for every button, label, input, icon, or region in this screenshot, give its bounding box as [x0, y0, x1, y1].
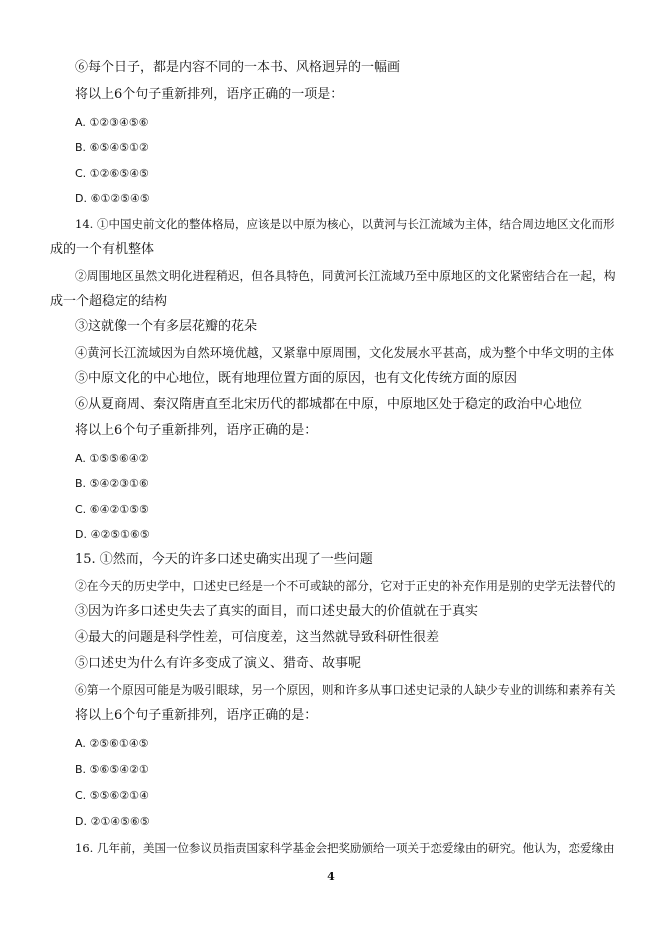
q15-option-d: D. ②①④⑤⑥⑤ — [75, 815, 150, 828]
q14-option-d: D. ④②⑤①⑥⑤ — [75, 528, 150, 541]
q15-sentence-1: 15. ①然而，今天的许多口述史确实出现了一些问题 — [75, 552, 373, 567]
q14-sentence-1a: 14. ①中国史前文化的整体格局，应该是以中原为核心，以黄河与长江流域为主体，结合周边地区文化而形 — [75, 217, 615, 231]
q14-prompt: 将以上6个句子重新排列，语序正确的是： — [75, 423, 318, 438]
q15-sentence-6: ⑥第一个原因可能是为吸引眼球，另一个原因，则和许多从事口述史记录的人缺少专业的训练和素养有关 — [75, 683, 616, 697]
q14-sentence-4: ④黄河长江流域因为自然环境优越，又紧靠中原周围，文化发展水平甚高，成为整个中华文明的主体 — [75, 346, 614, 360]
q15-sentence-2: ②在今天的历史学中，口述史已经是一个不可或缺的部分，它对于正史的补充作用是别的史学无法替代的 — [75, 579, 616, 593]
q15-option-c: C. ⑤⑤⑥②①④ — [75, 789, 149, 802]
q13-sentence-6: ⑥每个日子，都是内容不同的一本书、风格迥异的一幅画 — [75, 60, 401, 75]
q14-sentence-1b: 成的一个有机整体 — [50, 242, 155, 257]
q13-option-c: C. ①②⑥⑤④⑤ — [75, 167, 149, 180]
q13-prompt: 将以上6个句子重新排列，语序正确的一项是： — [75, 87, 344, 102]
q15-option-b: B. ⑤⑥⑤④②① — [75, 763, 149, 776]
q14-sentence-3: ③这就像一个有多层花瓣的花朵 — [75, 319, 258, 334]
q14-option-b: B. ⑤④②③①⑥ — [75, 477, 149, 490]
q14-sentence-6: ⑥从夏商周、秦汉隋唐直至北宋历代的都城都在中原，中原地区处于稳定的政治中心地位 — [75, 397, 583, 412]
q13-option-d: D. ⑥①②⑤④⑤ — [75, 192, 150, 205]
q15-sentence-3: ③因为许多口述史失去了真实的面目，而口述史最大的价值就在于真实 — [75, 604, 479, 619]
q13-option-a: A. ①②③④⑤⑥ — [75, 116, 149, 129]
q16-sentence-1: 16. 几年前，美国一位参议员指责国家科学基金会把奖励颁给一项关于恋爱缘由的研究。他认为，恋爱缘由 — [75, 841, 615, 855]
q15-prompt: 将以上6个句子重新排列，语序正确的是： — [75, 708, 318, 723]
q15-option-a: A. ②⑤⑥①④⑤ — [75, 737, 149, 750]
q15-sentence-5: ⑤口述史为什么有许多变成了演义、猎奇、故事呢 — [75, 656, 362, 671]
q15-sentence-4: ④最大的问题是科学性差，可信度差，这当然就导致科研性很差 — [75, 630, 440, 645]
q14-sentence-5: ⑤中原文化的中心地位，既有地理位置方面的原因，也有文化传统方面的原因 — [75, 371, 518, 386]
q13-option-b: B. ⑥⑤④⑤①② — [75, 141, 149, 154]
q14-sentence-2a: ②周围地区虽然文明化进程稍迟，但各具特色，同黄河长江流域乃至中原地区的文化紧密结合在一起，构 — [75, 269, 616, 283]
page-number: 4 — [327, 870, 335, 883]
q14-option-c: C. ⑥④②①⑤⑤ — [75, 503, 149, 516]
q14-sentence-2b: 成一个超稳定的结构 — [50, 294, 168, 309]
q14-option-a: A. ①⑤⑤⑥④② — [75, 452, 149, 465]
